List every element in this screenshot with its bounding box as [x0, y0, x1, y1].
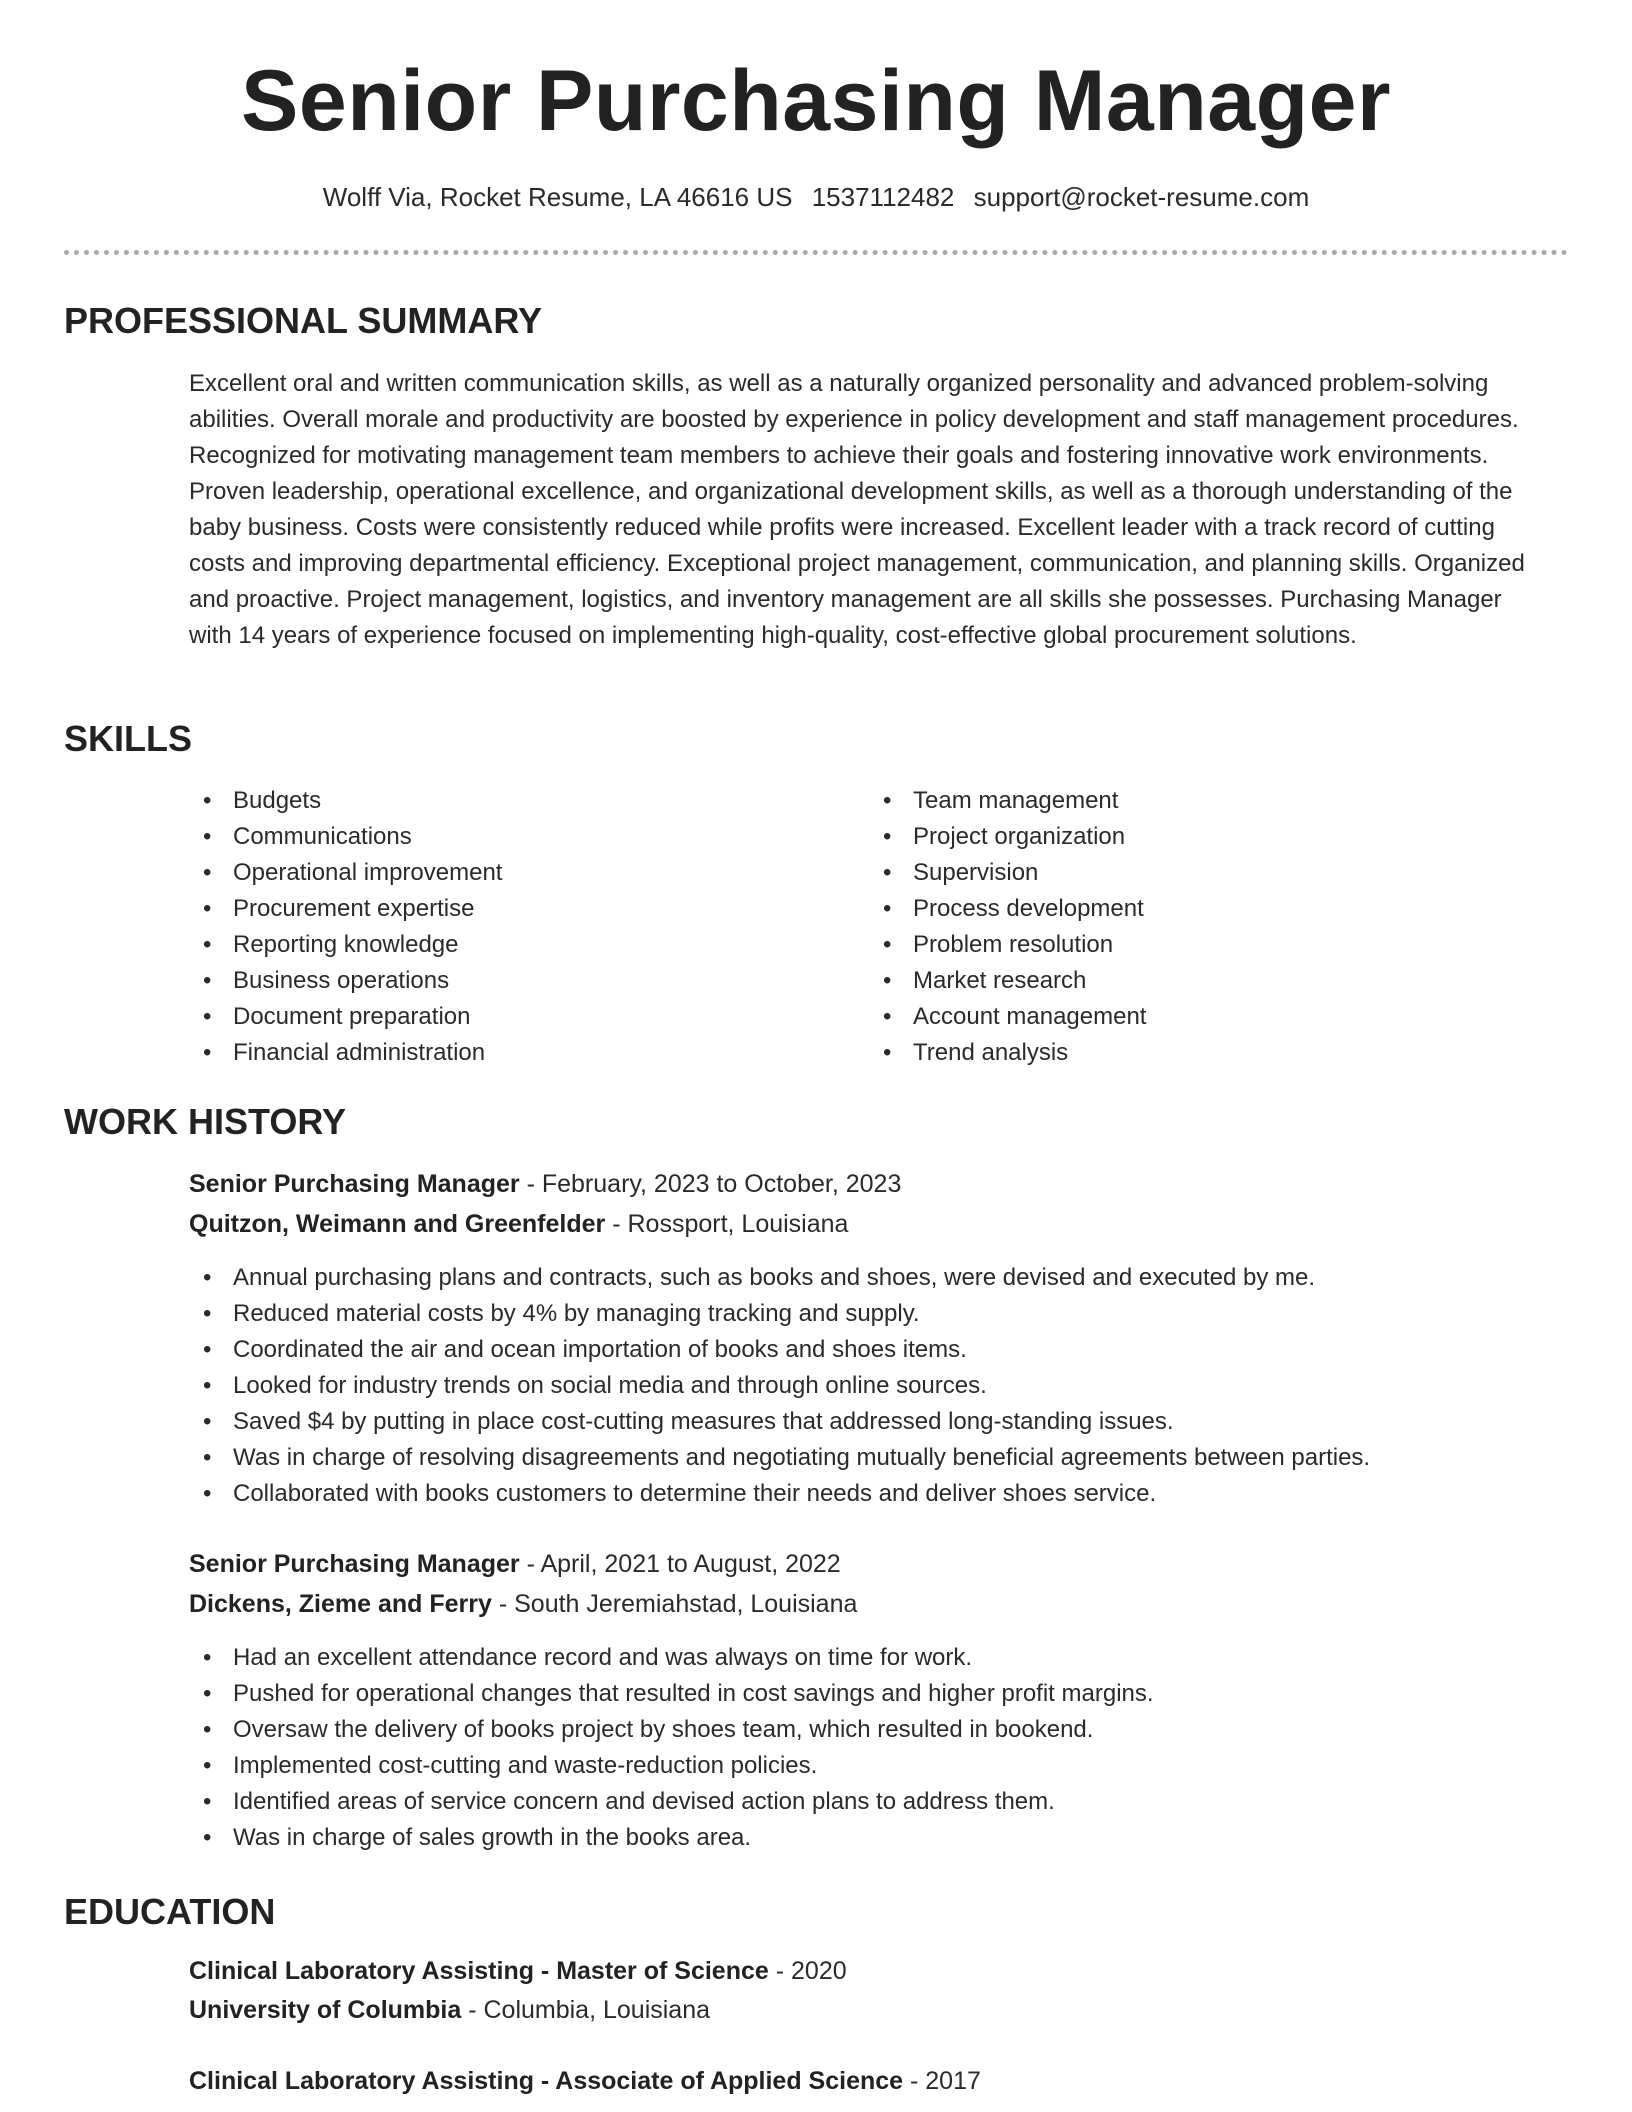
- job-duty: • Oversaw the delivery of books project by shoes team, which resulted in bookend.: [189, 1712, 1568, 1748]
- job-duties-list: [189, 1640, 1568, 1856]
- degree-year: - 2020: [768, 1957, 847, 1985]
- skill-item: • Project organization: [869, 819, 1509, 855]
- phone: 1537112482: [811, 182, 955, 212]
- section-title-summary: PROFESSIONAL SUMMARY: [64, 300, 543, 341]
- job-duty: • Saved $4 by putting in place cost-cutting measures that addressed long-standing issues.: [189, 1404, 1568, 1440]
- education-degree: [189, 1957, 847, 1986]
- education-degree: [189, 2067, 981, 2096]
- skill-item: • Operational improvement: [189, 855, 829, 891]
- job-duty: • Reduced material costs by 4% by managing tracking and supply.: [189, 1296, 1568, 1332]
- skill-item: • Financial administration: [189, 1035, 829, 1071]
- job-duty: • Coordinated the air and ocean importation of books and shoes items.: [189, 1332, 1568, 1368]
- school-name: University of Columbia: [189, 1996, 462, 2024]
- job-duty: • Implemented cost-cutting and waste-reduction policies.: [189, 1748, 1568, 1784]
- address: Wolff Via, Rocket Resume, LA 46616 US: [322, 182, 793, 212]
- job-heading: [189, 1550, 841, 1579]
- work-history-section: [64, 1101, 1568, 1143]
- summary-text: Excellent oral and written communication skills, as well as a naturally organized personality and advanced problem-solving abilities. Overall morale and productivity are boosted by experience in policy development and staff management procedures. Recognized for motivating management team members to achieve their goals and fostering innovative work environments. Proven leadership, operational excellence, and organizational development skills, as well as a thorough understanding of the baby business. Costs were consistently reduced while profits were increased. Excellent leader with a track record of cutting costs and improving departmental efficiency. Exceptional project management, communication, and planning skills. Organized and proactive. Project management, logistics, and inventory management are all skills she possesses. Purchasing Manager with 14 years of experience focused on implementing high-quality, cost-effective global procurement solutions.: [189, 370, 1525, 649]
- skill-item: • Document preparation: [189, 999, 829, 1035]
- job-heading: [189, 1170, 901, 1199]
- job-dates: - April, 2021 to August, 2022: [519, 1550, 841, 1578]
- header-divider: [64, 250, 1568, 255]
- skill-item: • Procurement expertise: [189, 891, 829, 927]
- education-school: [189, 1996, 710, 2025]
- skills-list-left: [189, 783, 829, 1071]
- job-duty: • Collaborated with books customers to determine their needs and deliver shoes service.: [189, 1476, 1568, 1512]
- section-title-skills: SKILLS: [64, 718, 193, 759]
- summary-section: [64, 300, 1568, 342]
- company-location: - Rossport, Louisiana: [605, 1210, 849, 1238]
- candidate-name: Senior Purchasing Manager: [241, 53, 1391, 149]
- job-duty: • Was in charge of sales growth in the books area.: [189, 1820, 1568, 1856]
- job-role: Senior Purchasing Manager: [189, 1170, 520, 1198]
- job-duty: • Looked for industry trends on social media and through online sources.: [189, 1368, 1568, 1404]
- skill-item: • Communications: [189, 819, 829, 855]
- section-title-education: EDUCATION: [64, 1891, 276, 1932]
- skill-item: • Trend analysis: [869, 1035, 1509, 1071]
- skill-item: • Budgets: [189, 783, 829, 819]
- skill-item: • Problem resolution: [869, 927, 1509, 963]
- job-duty: • Had an excellent attendance record and was always on time for work.: [189, 1640, 1568, 1676]
- job-duty: • Annual purchasing plans and contracts, such as books and shoes, were devised and executed by me.: [189, 1260, 1568, 1296]
- section-title-work-history: WORK HISTORY: [64, 1101, 347, 1142]
- education-section: [64, 1891, 1568, 1933]
- school-location: - Columbia, Louisiana: [461, 1996, 711, 2024]
- email[interactable]: support@rocket-resume.com: [973, 182, 1310, 212]
- skill-item: • Account management: [869, 999, 1509, 1035]
- company-name: Quitzon, Weimann and Greenfelder: [189, 1210, 606, 1238]
- contact-line: [0, 182, 1632, 213]
- skill-item: • Process development: [869, 891, 1509, 927]
- job-duty: • Was in charge of resolving disagreements and negotiating mutually beneficial agreements between parties.: [189, 1440, 1568, 1476]
- skill-item: • Team management: [869, 783, 1509, 819]
- job-duty: • Pushed for operational changes that resulted in cost savings and higher profit margins.: [189, 1676, 1568, 1712]
- job-duties-list: [189, 1260, 1568, 1512]
- degree-year: - 2017: [903, 2067, 981, 2095]
- degree-name: Clinical Laboratory Assisting - Master of Science: [189, 1957, 769, 1985]
- job-employer: [189, 1210, 848, 1239]
- job-dates: - February, 2023 to October, 2023: [519, 1170, 902, 1198]
- skill-item: • Reporting knowledge: [189, 927, 829, 963]
- job-role: Senior Purchasing Manager: [189, 1550, 520, 1578]
- skills-list-right: [869, 783, 1509, 1071]
- degree-name: Clinical Laboratory Assisting - Associate of Applied Science: [189, 2067, 904, 2095]
- job-duty: • Identified areas of service concern and devised action plans to address them.: [189, 1784, 1568, 1820]
- skill-item: • Supervision: [869, 855, 1509, 891]
- job-employer: [189, 1590, 857, 1619]
- skill-item: • Market research: [869, 963, 1509, 999]
- skills-section: [64, 718, 1568, 760]
- company-location: - South Jeremiahstad, Louisiana: [491, 1590, 858, 1618]
- company-name: Dickens, Zieme and Ferry: [189, 1590, 492, 1618]
- skill-item: • Business operations: [189, 963, 829, 999]
